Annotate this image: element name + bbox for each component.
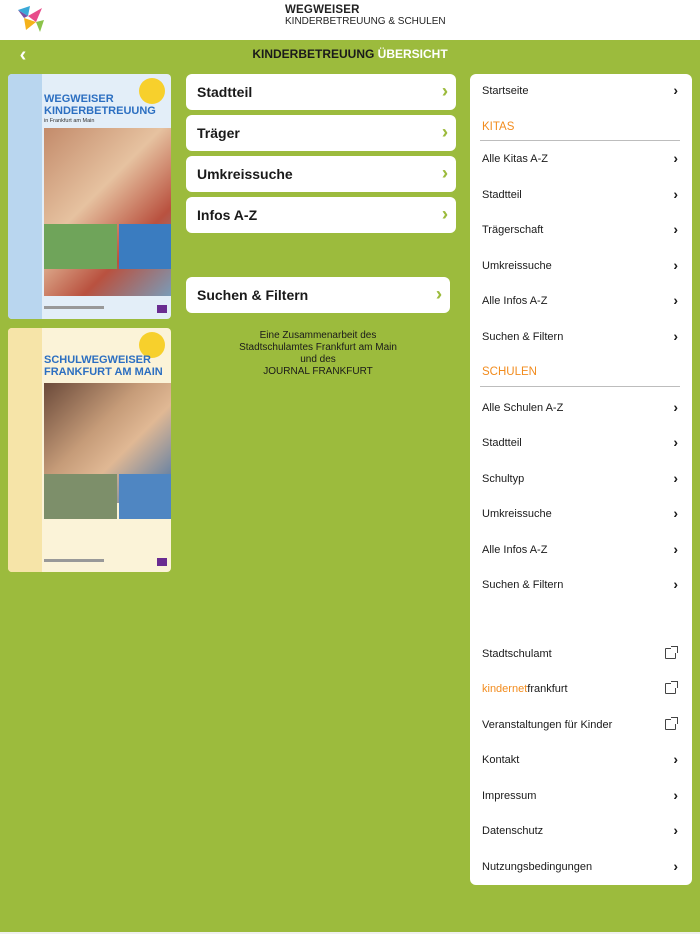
menu-item-label: Alle Schulen A-Z [482, 402, 564, 414]
chevron-right-icon: › [673, 221, 678, 237]
menu-item-label: Umkreissuche [482, 508, 552, 520]
menu-item-kitas-stadtteil[interactable] [470, 180, 692, 210]
menu-item-alle-schulen[interactable] [470, 393, 692, 423]
menu-item-datenschutz[interactable] [470, 816, 692, 846]
menu-item-label: Alle Infos A-Z [482, 295, 548, 307]
cover-title-line1: SCHULWEGWEISER [44, 354, 151, 366]
chevron-right-icon: › [673, 82, 678, 98]
infos-a-z-button[interactable] [186, 197, 456, 233]
menu-item-label: Stadtteil [482, 189, 522, 201]
menu-item-kontakt[interactable] [470, 745, 692, 775]
cover-title-line2: FRANKFURT AM MAIN [44, 366, 163, 378]
stadtteil-button[interactable] [186, 74, 456, 110]
menu-item-label: Umkreissuche [482, 260, 552, 272]
menu-item-nutzungsbedingungen[interactable] [470, 852, 692, 882]
menu-item-schulen-stadtteil[interactable] [470, 428, 692, 458]
menu-item-traegerschaft[interactable] [470, 215, 692, 245]
menu-item-label: Impressum [482, 790, 537, 802]
collab-line3: und des [300, 354, 336, 365]
navigation-bar [0, 40, 700, 70]
chevron-right-icon: › [673, 434, 678, 450]
menu-item-kitas-umkreissuche[interactable] [470, 251, 692, 281]
menu-item-label: Suchen & Filtern [482, 331, 564, 343]
page-title [0, 47, 700, 61]
chevron-right-icon: › [673, 505, 678, 521]
menu-item-label: Stadtteil [482, 437, 522, 449]
cover-stripe [8, 74, 42, 319]
kinderbetreuung-guide-cover[interactable] [8, 74, 171, 319]
button-label: Infos A-Z [197, 207, 258, 223]
app-title [285, 4, 446, 28]
external-link-icon [665, 719, 676, 730]
cover-photo-strip [44, 224, 171, 269]
menu-item-label: Stadtschulamt [482, 648, 552, 660]
cover-subtitle: in Frankfurt am Main [44, 118, 95, 124]
app-header [0, 0, 700, 40]
menu-item-kindernetfrankfurt[interactable] [470, 674, 692, 704]
menu-item-label: Suchen & Filtern [482, 579, 564, 591]
menu-item-label: Alle Infos A-Z [482, 544, 548, 556]
kindernet-brand-part: kindernet [482, 683, 528, 695]
menu-item-label: Startseite [482, 85, 529, 97]
menu-item-impressum[interactable] [470, 781, 692, 811]
button-label: Träger [197, 125, 240, 141]
menu-item-schulen-infos[interactable] [470, 535, 692, 565]
button-label: Umkreissuche [197, 166, 293, 182]
menu-item-schulen-umkreissuche[interactable] [470, 499, 692, 529]
cover-footer [44, 293, 167, 315]
app-title-line2: KINDERBETREUUNG & SCHULEN [285, 16, 446, 27]
menu-item-label: Alle Kitas A-Z [482, 153, 549, 165]
page-title-section: KINDERBETREUUNG [252, 47, 375, 61]
menu-item-alle-kitas[interactable] [470, 144, 692, 174]
cover-title [44, 354, 163, 378]
menu-item-label [482, 683, 568, 695]
chevron-right-icon: › [673, 787, 678, 803]
chevron-right-icon: › [673, 576, 678, 592]
menu-item-label: Veranstaltungen für Kinder [482, 719, 613, 731]
schulwegweiser-guide-cover[interactable] [8, 328, 171, 572]
menu-item-label: Kontakt [482, 754, 520, 766]
umkreissuche-button[interactable] [186, 156, 456, 192]
menu-item-label: Nutzungsbedingungen [482, 861, 593, 873]
traeger-button[interactable] [186, 115, 456, 151]
button-label: Suchen & Filtern [197, 287, 309, 303]
menu-item-veranstaltungen[interactable] [470, 710, 692, 740]
section-header-kitas: KITAS [482, 121, 515, 133]
menu-item-label: Schultyp [482, 473, 525, 485]
menu-item-schulen-suchen[interactable] [470, 570, 692, 600]
colorful-bird-logo-icon [14, 2, 48, 36]
collab-line4: JOURNAL FRANKFURT [263, 366, 373, 377]
cover-title [44, 93, 156, 117]
chevron-right-icon: › [673, 328, 678, 344]
chevron-right-icon: › [673, 399, 678, 415]
collab-line2: Stadtschulamtes Frankfurt am Main [239, 342, 397, 353]
button-label: Stadtteil [197, 84, 253, 100]
menu-item-label: Datenschutz [482, 825, 544, 837]
cover-footer [44, 546, 167, 568]
side-menu [470, 74, 692, 885]
page-title-subsection: ÜBERSICHT [377, 47, 448, 61]
chevron-right-icon: › [673, 858, 678, 874]
frankfurt-brand-part: frankfurt [527, 683, 568, 695]
app-title-line1: WEGWEISER [285, 4, 360, 16]
menu-item-startseite[interactable] [470, 76, 692, 106]
chevron-right-icon: › [673, 150, 678, 166]
menu-item-kitas-suchen[interactable] [470, 322, 692, 352]
chevron-right-icon: › [673, 186, 678, 202]
cover-photo-children [44, 128, 171, 296]
cover-title-line1: WEGWEISER [44, 93, 114, 105]
collab-line1: Eine Zusammenarbeit des [259, 330, 377, 341]
cover-stripe [8, 328, 42, 572]
chevron-right-icon: › [673, 751, 678, 767]
divider [480, 386, 680, 387]
chevron-left-icon: ‹ [19, 44, 27, 66]
chevron-right-icon: › [673, 292, 678, 308]
chevron-right-icon: › [673, 822, 678, 838]
cover-photo-strip [44, 474, 171, 519]
menu-item-schultyp[interactable] [470, 464, 692, 494]
menu-item-label: Trägerschaft [482, 224, 544, 236]
menu-item-stadtschulamt[interactable] [470, 639, 692, 669]
section-header-schulen: SCHULEN [482, 366, 537, 378]
suchen-filtern-button[interactable] [186, 277, 450, 313]
chevron-right-icon: › [673, 470, 678, 486]
collaboration-note [186, 330, 450, 378]
chevron-right-icon: › [673, 257, 678, 273]
chevron-right-icon: › [673, 541, 678, 557]
external-link-icon [665, 683, 676, 694]
cover-title-line2: KINDERBETREUUNG [44, 105, 156, 117]
menu-item-kitas-infos[interactable] [470, 286, 692, 316]
divider [480, 140, 680, 141]
external-link-icon [665, 648, 676, 659]
